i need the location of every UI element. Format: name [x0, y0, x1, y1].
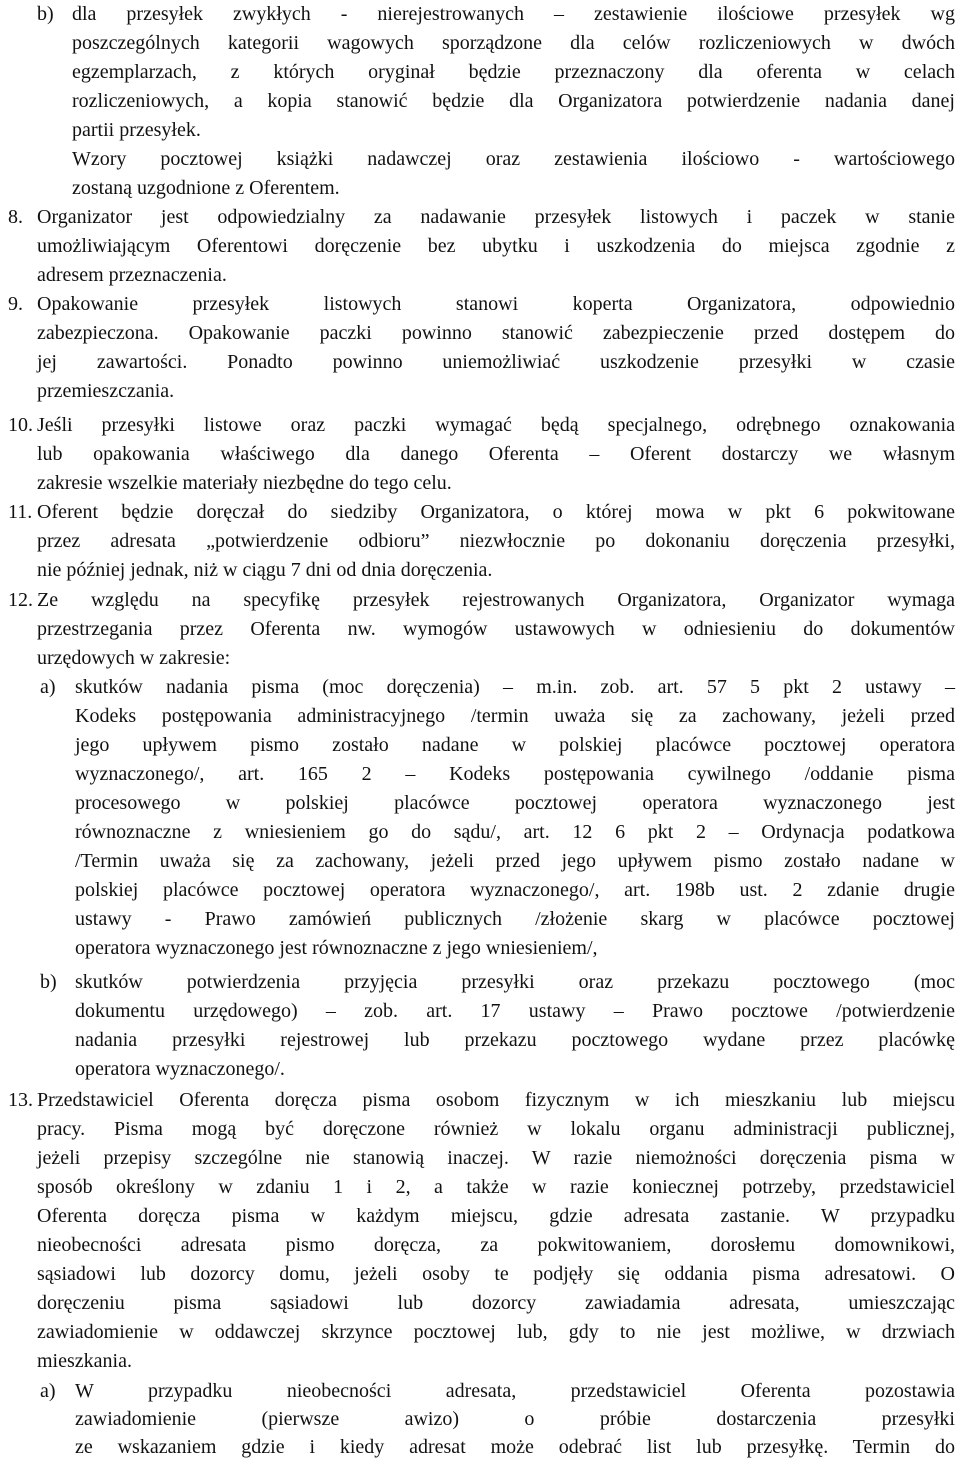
text-line: Organizator jest odpowiedzialny za nadawanie przesyłek listowych i paczek w stanie: [37, 206, 955, 228]
text-line: egzemplarzach, z których oryginał będzie przeznaczony dla oferenta w celach: [72, 61, 955, 83]
item-number: 9.: [8, 293, 23, 315]
text-line: rozliczeniowych, a kopia stanowić będzie dla Organizatora potwierdzenie nadania danej: [72, 90, 955, 112]
item-number: 13.: [8, 1089, 33, 1111]
text-line: Kodeks postępowania administracyjnego /termin uważa się za zachowany, jeżeli przed: [75, 705, 955, 727]
text-line: Przedstawiciel Oferenta doręcza pisma osobom fizycznym w ich mieszkaniu lub miejscu: [37, 1089, 955, 1111]
text-line: sąsiadowi lub dozorcy domu, jeżeli osoby te podjęły się oddania pisma adresatowi. O: [37, 1263, 955, 1285]
text-line: Wzory pocztowej książki nadawczej oraz zestawienia ilościowo ‑ wartościowego: [72, 148, 955, 170]
text-line: przemieszczania.: [37, 380, 175, 402]
text-line: mieszkania.: [37, 1350, 132, 1372]
sub-item-label: a): [40, 1380, 56, 1402]
text-line: Ze względu na specyfikę przesyłek rejestrowanych Organizatora, Organizator wymaga: [37, 589, 955, 611]
text-line: jego upływem pismo zostało nadane w polskiej placówce pocztowej operatora: [75, 734, 955, 756]
item-number: 11.: [8, 501, 33, 523]
sub-item-label: a): [40, 676, 56, 698]
text-line: umożliwiającym Oferentowi doręczenie bez ubytku i uszkodzenia do miejsca zgodnie z: [37, 235, 955, 257]
text-line: poszczególnych kategorii wagowych sporządzone dla celów rozliczeniowych w dwóch: [72, 32, 955, 54]
text-line: skutków potwierdzenia przyjęcia przesyłki oraz przekazu pocztowego (moc: [75, 971, 955, 993]
text-line: sposób określony w zdaniu 1 i 2, a także w razie koniecznej potrzeby, przedstawiciel: [37, 1176, 955, 1198]
text-line: partii przesyłek.: [72, 119, 201, 141]
text-line: nieobecności adresata pismo doręcza, za pokwitowaniem, dorosłemu domownikowi,: [37, 1234, 955, 1256]
text-line: adresem przeznaczenia.: [37, 264, 227, 286]
text-line: jej zawartości. Ponadto powinno uniemożliwiać uszkodzenie przesyłki w czasie: [37, 351, 955, 373]
section-b-label: b): [37, 3, 54, 25]
text-line: zostaną uzgodnione z Oferentem.: [72, 177, 340, 199]
text-line: zakresie wszelkie materiały niezbędne do tego celu.: [37, 472, 452, 494]
text-line: zawiadomienie w oddawczej skrzynce pocztowej lub, gdy to nie jest możliwe, w drzwiach: [37, 1321, 955, 1343]
text-line: zawiadomienie (pierwsze awizo) o próbie dostarczenia przesyłki: [75, 1408, 955, 1430]
text-line: ze wskazaniem gdzie i kiedy adresat może odebrać list lub przesyłkę. Termin do: [75, 1436, 955, 1458]
text-line: Oferenta doręcza pisma w każdym miejscu, gdzie adresata zastanie. W przypadku: [37, 1205, 955, 1227]
text-line: operatora wyznaczonego/.: [75, 1058, 285, 1080]
text-line: skutków nadania pisma (moc doręczenia) – m.in. zob. art. 57 5 pkt 2 ustawy –: [75, 676, 955, 698]
text-line: /Termin uważa się za zachowany, jeżeli przed jego upływem pismo zostało nadane w: [75, 850, 955, 872]
text-line: jeżeli przepisy szczególne nie stanowią inaczej. W razie niemożności doręczenia pisma w: [37, 1147, 955, 1169]
text-line: przez adresata „potwierdzenie odbioru” niezwłocznie po dokonaniu doręczenia przesyłki,: [37, 530, 955, 552]
item-number: 8.: [8, 206, 23, 228]
text-line: polskiej placówce pocztowej operatora wyznaczonego/, art. 198b ust. 2 zdanie drugie: [75, 879, 955, 901]
sub-item-label: b): [40, 971, 57, 993]
text-line: ustawy ‑ Prawo zamówień publicznych /złożenie skarg w placówce pocztowej: [75, 908, 955, 930]
text-line: operatora wyznaczonego jest równoznaczne z jego wniesieniem/,: [75, 937, 598, 959]
text-line: wyznaczonego/, art. 165 2 – Kodeks postępowania cywilnego /oddanie pisma: [75, 763, 955, 785]
item-number: 12.: [8, 589, 33, 611]
text-line: pracy. Pisma mogą być doręczone również w lokalu organu administracji publicznej,: [37, 1118, 955, 1140]
text-line: zabezpieczona. Opakowanie paczki powinno stanowić zabezpieczenie przed dostępem do: [37, 322, 955, 344]
text-line: nadania przesyłki rejestrowej lub przekazu pocztowego wydane przez placówkę: [75, 1029, 955, 1051]
text-line: równoznaczne z wniesieniem go do sądu/, art. 12 6 pkt 2 – Ordynacja podatkowa: [75, 821, 955, 843]
text-line: procesowego w polskiej placówce pocztowej operatora wyznaczonego jest: [75, 792, 955, 814]
text-line: lub opakowania właściwego dla danego Oferenta – Oferent dostarczy we własnym: [37, 443, 955, 465]
text-line: Jeśli przesyłki listowe oraz paczki wymagać będą specjalnego, odrębnego oznakowania: [37, 414, 955, 436]
text-line: przestrzegania przez Oferenta nw. wymogów ustawowych w odniesieniu do dokumentów: [37, 618, 955, 640]
text-line: Opakowanie przesyłek listowych stanowi koperta Organizatora, odpowiednio: [37, 293, 955, 315]
text-line: W przypadku nieobecności adresata, przedstawiciel Oferenta pozostawia: [75, 1380, 955, 1402]
text-line: Oferent będzie doręczał do siedziby Organizatora, o której mowa w pkt 6 pokwitowane: [37, 501, 955, 523]
text-line: dokumentu urzędowego) – zob. art. 17 ustawy – Prawo pocztowe /potwierdzenie: [75, 1000, 955, 1022]
text-line: doręczeniu pisma sąsiadowi lub dozorcy zawiadamia adresata, umieszczając: [37, 1292, 955, 1314]
text-line: urzędowych w zakresie:: [37, 647, 231, 669]
item-number: 10.: [8, 414, 33, 436]
text-line: nie później jednak, niż w ciągu 7 dni od dnia doręczenia.: [37, 559, 493, 581]
text-line: dla przesyłek zwykłych ‑ nierejestrowanych – zestawienie ilościowe przesyłek wg: [72, 3, 955, 25]
